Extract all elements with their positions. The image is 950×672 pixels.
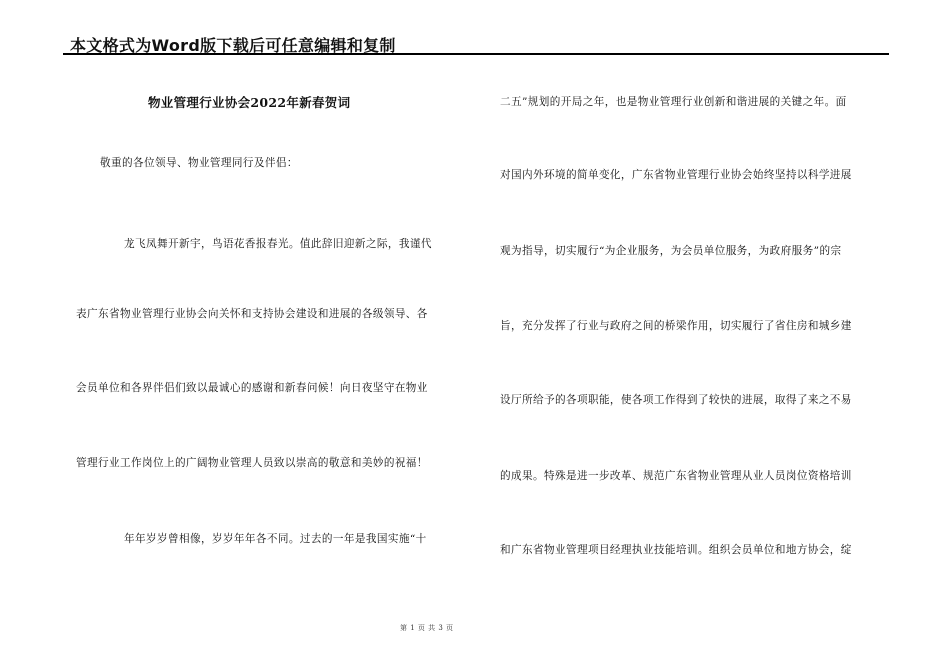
right-line-2: 对国内外环境的简单变化，广东省物业管理行业协会始终坚持以科学进展 bbox=[500, 169, 852, 181]
left-line-5: 管理行业工作岗位上的广阔物业管理人员致以崇高的敬意和美妙的祝福！ bbox=[76, 457, 428, 469]
document-banner: 本文格式为Word版下载后可任意编辑和复制 bbox=[70, 36, 396, 55]
left-line-3: 表广东省物业管理行业协会向关怀和支持协会建设和进展的各级领导、各 bbox=[76, 308, 428, 320]
document-title: 物业管理行业协会2022年新春贺词 bbox=[148, 95, 351, 110]
left-line-1: 敬重的各位领导、物业管理同行及伴侣： bbox=[100, 157, 298, 169]
right-line-1: 二五”规划的开局之年，也是物业管理行业创新和谐进展的关键之年。面 bbox=[500, 96, 847, 108]
header-divider bbox=[63, 53, 889, 55]
left-line-6: 年年岁岁曾相像，岁岁年年各不同。过去的一年是我国实施“十 bbox=[124, 533, 427, 545]
right-line-7: 和广东省物业管理项目经理执业技能培训。组织会员单位和地方协会，绽 bbox=[500, 544, 852, 556]
left-line-4: 会员单位和各界伴侣们致以最诚心的感谢和新春问候！向日夜坚守在物业 bbox=[76, 382, 428, 394]
right-line-3: 观为指导，切实履行“为企业服务，为会员单位服务，为政府服务”的宗 bbox=[500, 245, 842, 257]
page-indicator: 第 1 页 共 3 页 bbox=[400, 624, 454, 632]
left-line-2: 龙飞凤舞开新宇，鸟语花香报春光。值此辞旧迎新之际，我谨代 bbox=[124, 238, 432, 250]
right-line-6: 的成果。特殊是进一步改革、规范广东省物业管理从业人员岗位资格培训 bbox=[500, 470, 852, 482]
right-line-5: 设厅所给予的各项职能，使各项工作得到了较快的进展，取得了来之不易 bbox=[500, 394, 852, 406]
right-line-4: 旨，充分发挥了行业与政府之间的桥梁作用，切实履行了省住房和城乡建 bbox=[500, 320, 852, 332]
